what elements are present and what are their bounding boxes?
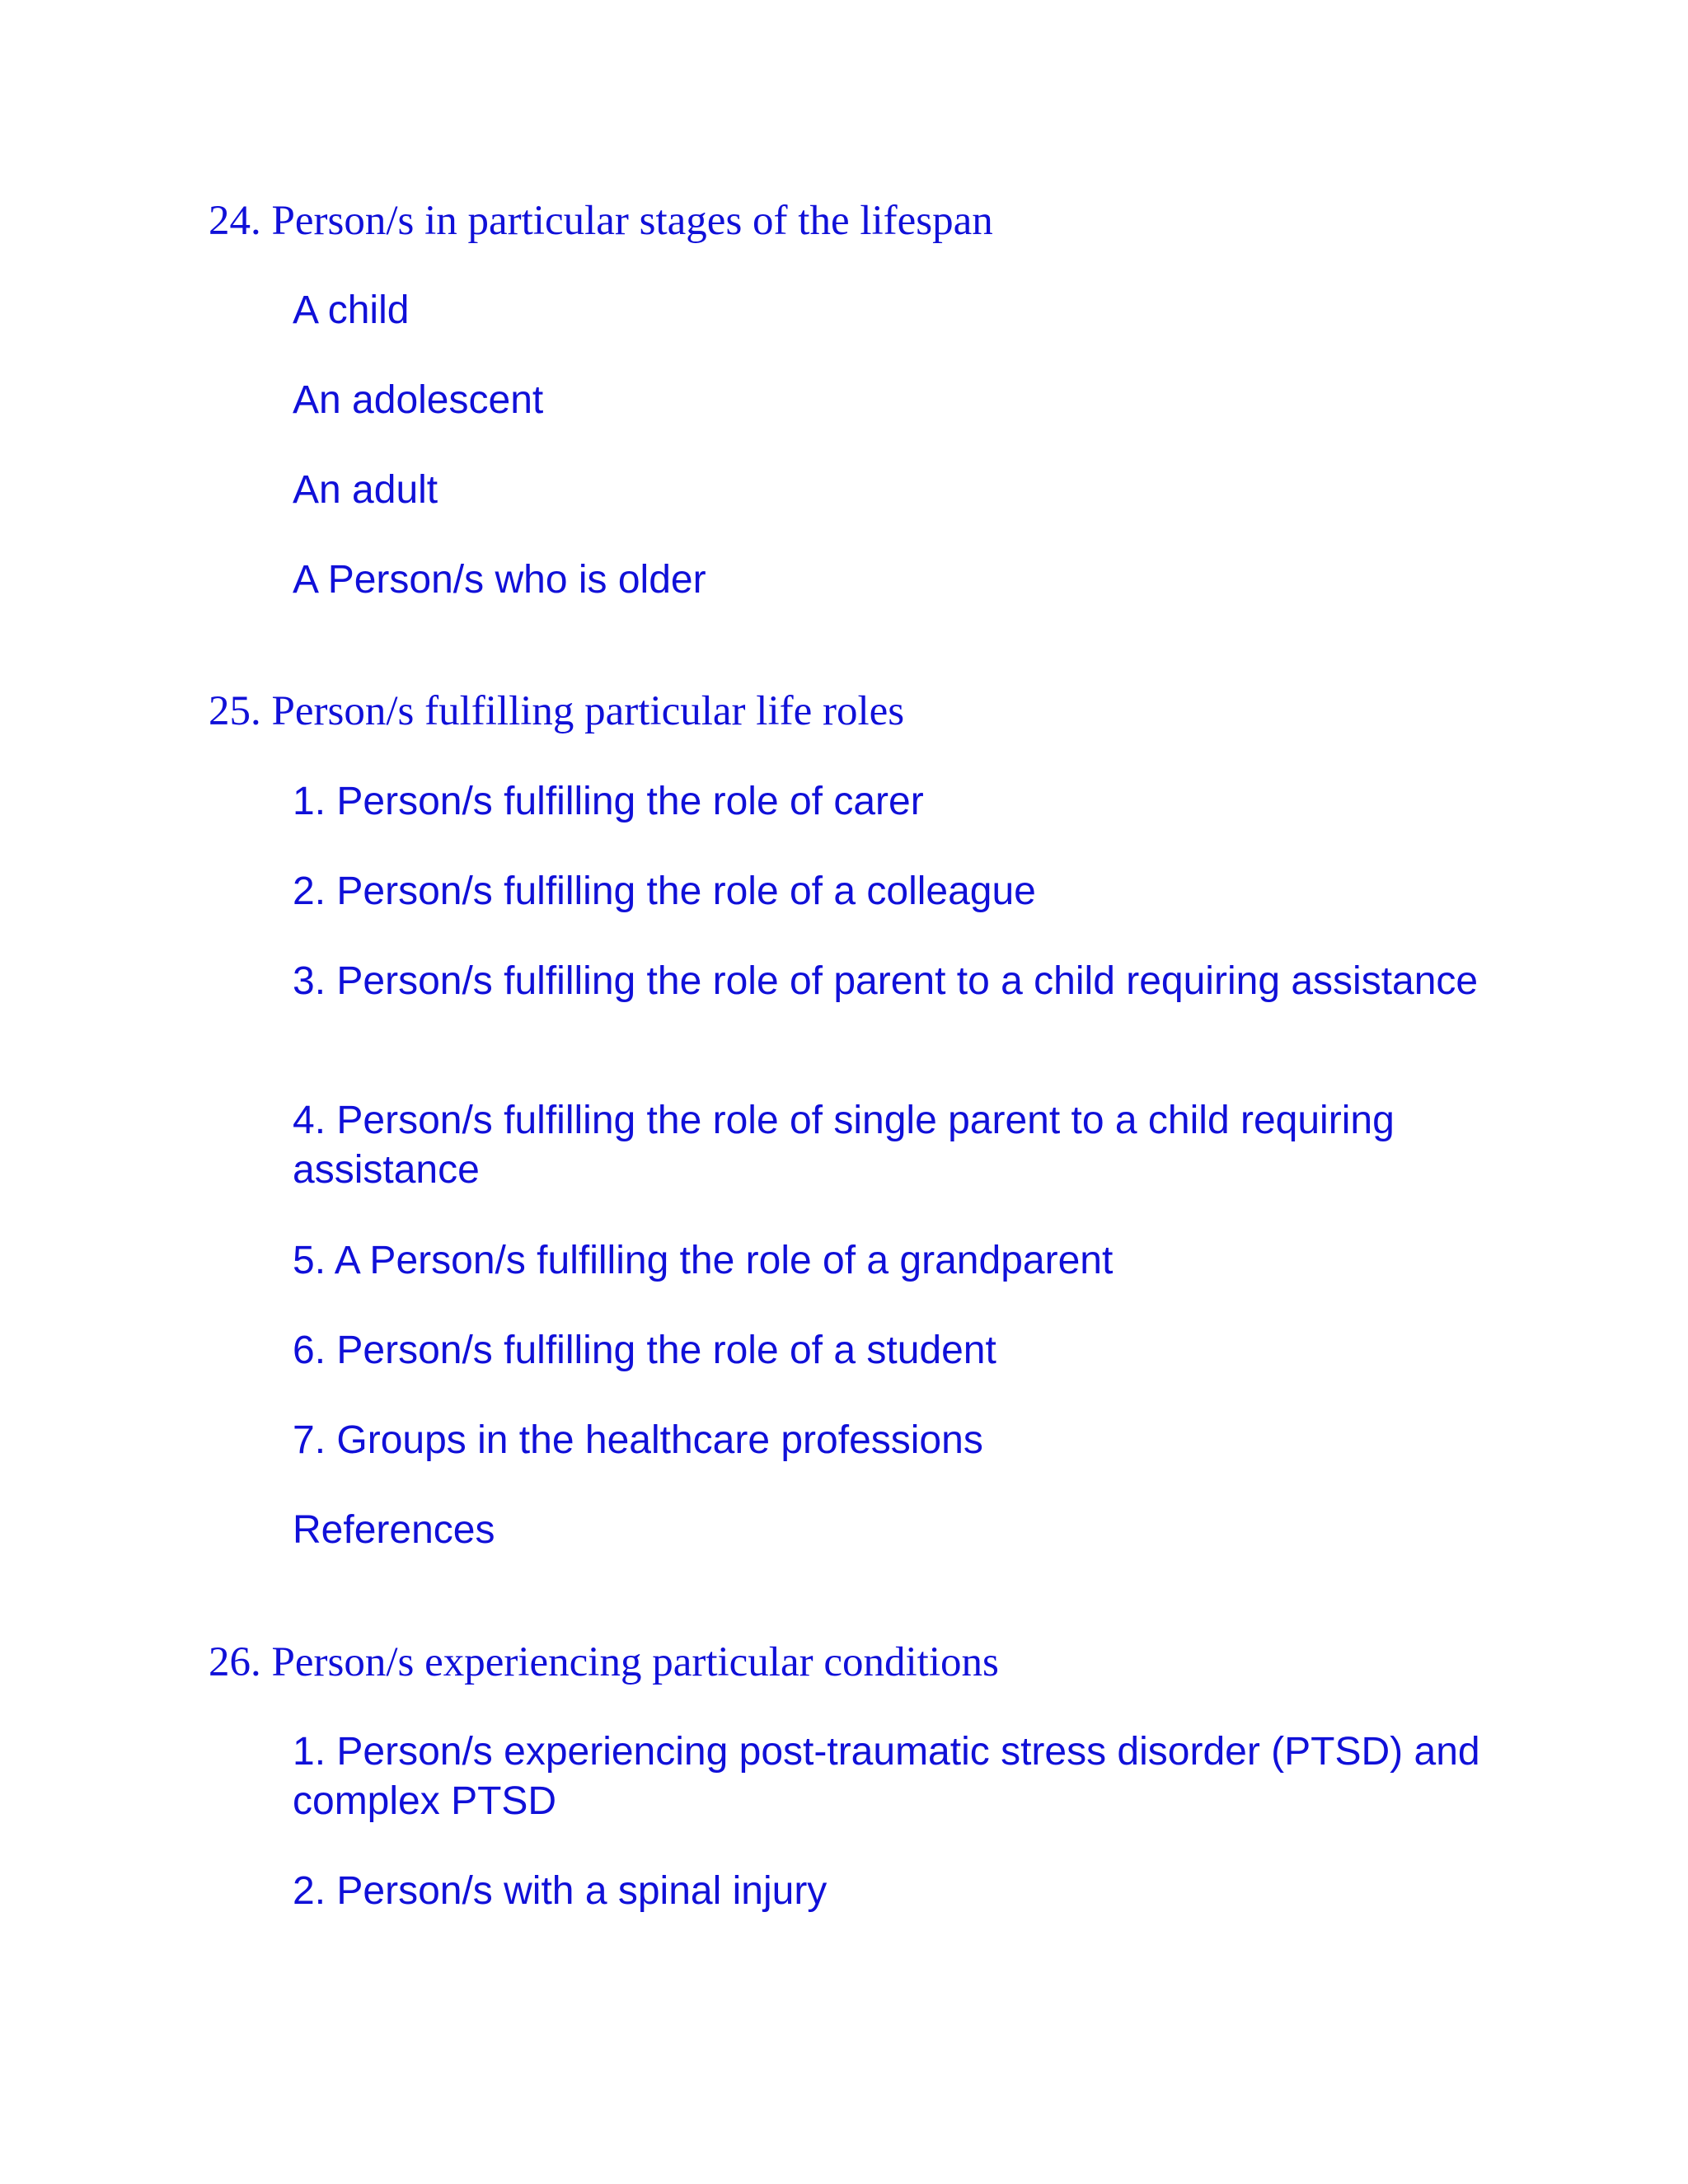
- toc-link-ptsd[interactable]: 1. Person/s experiencing post-traumatic stress disorder (PTSD) and complex PTSD: [293, 1730, 1480, 1823]
- toc-link-carer[interactable]: 1. Person/s fulfilling the role of carer: [293, 780, 924, 823]
- toc-link-single-parent[interactable]: 4. Person/s fulfilling the role of single parent to a child requiring assistance: [293, 1099, 1395, 1192]
- toc-link-older-person[interactable]: A Person/s who is older: [293, 558, 706, 602]
- toc-link-grandparent[interactable]: 5. A Person/s fulfilling the role of a grandparent: [293, 1239, 1114, 1282]
- toc-link-child[interactable]: A child: [293, 288, 410, 332]
- section-heading-26[interactable]: 26. Person/s experiencing particular conditions: [209, 1639, 999, 1685]
- toc-link-student[interactable]: 6. Person/s fulfilling the role of a student: [293, 1329, 996, 1372]
- section-heading-25[interactable]: 25. Person/s fulfilling particular life roles: [209, 688, 905, 734]
- toc-link-spinal-injury[interactable]: 2. Person/s with a spinal injury: [293, 1869, 828, 1913]
- toc-link-parent[interactable]: 3. Person/s fulfilling the role of parent to a child requiring assistance: [293, 959, 1479, 1003]
- toc-link-colleague[interactable]: 2. Person/s fulfilling the role of a colleague: [293, 869, 1036, 913]
- section-heading-24[interactable]: 24. Person/s in particular stages of the lifespan: [209, 198, 993, 244]
- toc-link-adult[interactable]: An adult: [293, 468, 438, 512]
- toc-link-adolescent[interactable]: An adolescent: [293, 378, 544, 422]
- toc-link-references[interactable]: References: [293, 1508, 495, 1552]
- toc-link-healthcare-groups[interactable]: 7. Groups in the healthcare professions: [293, 1418, 983, 1462]
